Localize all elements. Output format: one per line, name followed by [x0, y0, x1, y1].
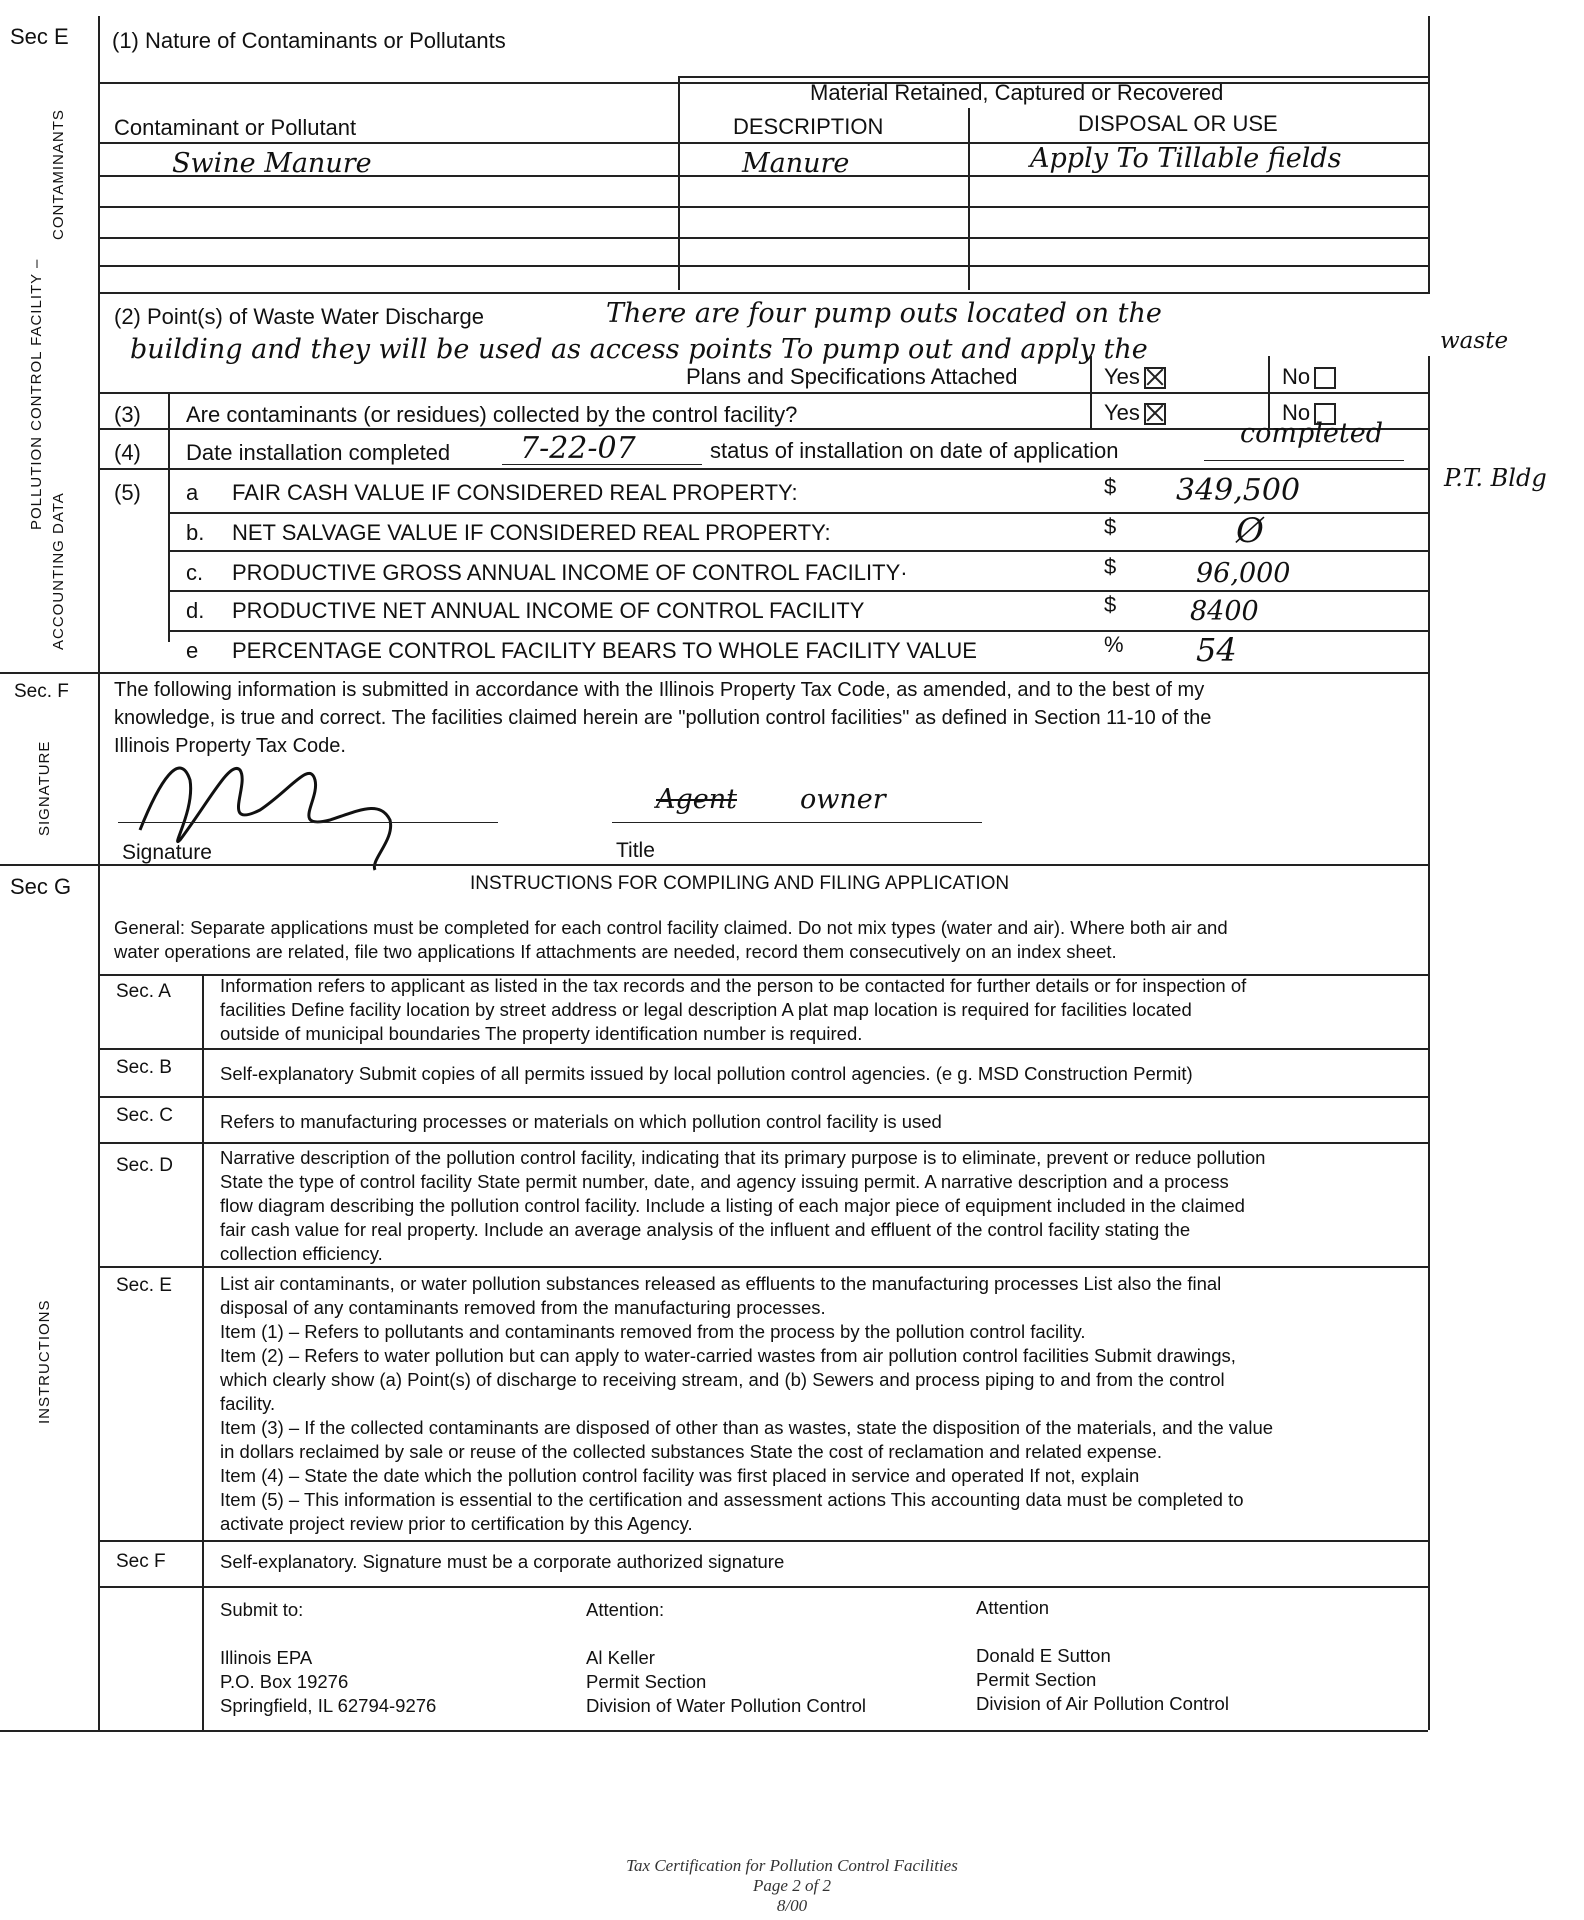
signature-label: Signature: [122, 841, 212, 864]
item4-label: Date installation completed: [186, 440, 451, 465]
collected-no-label: No: [1282, 400, 1311, 425]
sec-f-label: Sec. F: [14, 681, 69, 702]
row-line: facilities Define facility location by street address or legal description A plat map location is required for facilities located: [220, 999, 1192, 1020]
collected-yes-label: Yes: [1104, 400, 1140, 425]
row-line: collection efficiency.: [220, 1243, 383, 1264]
row1-contaminant: Swine Manure: [172, 148, 372, 179]
material-header: Material Retained, Captured or Recovered: [810, 80, 1224, 105]
item3-label: Are contaminants (or residues) collected by the control facility?: [186, 402, 798, 427]
statement-line: The following information is submitted in accordance with the Illinois Property Tax Code, as amended, and to the best of my: [114, 679, 1205, 701]
col-description: DESCRIPTION: [733, 114, 884, 139]
row-line: in dollars reclaimed by sale or reuse of the collected substances State the cost of reclamation and related expense.: [220, 1441, 1162, 1462]
item4-status-label: status of installation on date of application: [710, 438, 1119, 463]
accounting-row: [0, 473, 1428, 516]
row-line: Item (4) – State the date which the pollution control facility was first placed in service and operated If not, explain: [220, 1465, 1140, 1486]
accounting-value: 54: [1196, 631, 1237, 669]
row-line: disposal of any contaminants removed from the manufacturing processes.: [220, 1297, 826, 1318]
submit-line: Division of Water Pollution Control: [586, 1695, 867, 1716]
accounting-row: [0, 631, 1428, 674]
col-disposal: DISPOSAL OR USE: [1078, 111, 1278, 136]
side-label-facility: POLLUTION CONTROL FACILITY –: [28, 258, 45, 530]
general-line: General: Separate applications must be completed for each control facility claimed. Do not mix types (water and air). Where both air and: [114, 917, 1228, 938]
row1-description: Manure: [742, 148, 850, 179]
accounting-unit: $: [1104, 474, 1117, 499]
accounting-unit: $: [1104, 554, 1117, 579]
plans-label: Plans and Specifications Attached: [686, 364, 1018, 389]
row-line: Refers to manufacturing processes or materials on which pollution control facility is used: [220, 1111, 942, 1132]
row-line: activate project review prior to certification by this Agency.: [220, 1513, 693, 1534]
accounting-unit: %: [1104, 632, 1124, 657]
submit-line: Attention:: [586, 1599, 665, 1620]
plans-no-checkbox[interactable]: [1282, 364, 1336, 390]
submit-line: Permit Section: [976, 1669, 1097, 1690]
margin-note: P.T. Bldg: [1444, 464, 1547, 492]
plans-yes-checkbox[interactable]: [1104, 364, 1166, 390]
row-line: Self-explanatory Submit copies of all permits issued by local pollution control agencies. (e g. MSD Construction Permit): [220, 1063, 1193, 1084]
sec-g-label: Sec G: [10, 874, 72, 899]
row-line: Self-explanatory. Signature must be a corporate authorized signature: [220, 1551, 785, 1572]
attention-air-block: [976, 1596, 1229, 1716]
accounting-letter: e: [186, 638, 199, 663]
sec-e-side-label-2: CONTAMINANTS: [50, 109, 67, 240]
row-line: which clearly show (a) Point(s) of discharge to receiving stream, and (b) Sewers and process piping to and from the control: [220, 1369, 1225, 1390]
accounting-label: FAIR CASH VALUE IF CONSIDERED REAL PROPERTY:: [232, 480, 798, 505]
row-line: Narrative description of the pollution control facility, indicating that its primary purpose is to eliminate, prevent or reduce pollution: [220, 1147, 1266, 1168]
row-line: Item (2) – Refers to water pollution but can apply to water-carried wastes from air pollution control facilities Submit drawings,: [220, 1345, 1236, 1366]
accounting-row: [0, 594, 1428, 634]
sec-e-side-label-3: ACCOUNTING DATA: [50, 492, 67, 650]
sec-f-side-label: SIGNATURE: [36, 740, 53, 836]
submit-line: Springfield, IL 62794-9276: [220, 1695, 437, 1716]
plans-yes-label: Yes: [1104, 364, 1140, 389]
title-value: owner: [800, 784, 886, 815]
sec-e-label: Sec E: [10, 24, 69, 49]
row-text: [220, 1146, 1265, 1266]
sec-g-general: [114, 916, 1228, 964]
accounting-letter: d.: [186, 598, 205, 623]
submit-line: Submit to:: [220, 1599, 304, 1620]
submit-line: Permit Section: [586, 1671, 707, 1692]
row-line: Item (1) – Refers to pollutants and contaminants removed from the process by the pollution control facility.: [220, 1321, 1086, 1342]
accounting-label: PRODUCTIVE NET ANNUAL INCOME OF CONTROL FACILITY: [232, 598, 865, 623]
statement-line: knowledge, is true and correct. The facilities claimed herein are "pollution control facilities" as defined in Section 11-10 of the: [114, 707, 1212, 729]
row-sec-label: Sec. D: [116, 1155, 174, 1176]
accounting-value: Ø: [1236, 511, 1264, 551]
col-contaminant: Contaminant or Pollutant: [114, 115, 357, 140]
row-line: List air contaminants, or water pollution substances released as effluents to the manufacturing processes List also the final: [220, 1273, 1222, 1294]
accounting-unit: $: [1104, 592, 1117, 617]
accounting-value: 349,500: [1176, 473, 1301, 508]
collected-yes-checkbox[interactable]: [1104, 400, 1166, 426]
submit-line: Attention: [976, 1597, 1050, 1618]
row-sec-label: Sec. A: [116, 981, 171, 1002]
row-line: outside of municipal boundaries The property identification number is required.: [220, 1023, 863, 1044]
row-line: State the type of control facility State permit number, date, and agency issuing permit. A narrative description and a process: [220, 1171, 1229, 1192]
accounting-letter: b.: [186, 520, 205, 545]
plans-no-label: No: [1282, 364, 1311, 389]
item4-num: (4): [114, 440, 141, 465]
row-line: flow diagram describing the pollution control facility. Include a listing of each major piece of equipment included in the claimed: [220, 1195, 1245, 1216]
submit-line: Illinois EPA: [220, 1647, 313, 1668]
item2-answer-line2: building and they will be used as access points To pump out and apply the: [130, 334, 1148, 365]
footer-page: Page 2 of 2: [753, 1876, 831, 1895]
row-text: [220, 1272, 1273, 1536]
row-sec-label: Sec. C: [116, 1105, 174, 1126]
sec-g-side-label: INSTRUCTIONS: [36, 1299, 53, 1424]
row1-disposal: Apply To Tillable fields: [1030, 143, 1342, 174]
item1-label: (1) Nature of Contaminants or Pollutants: [112, 28, 506, 53]
title-struck: Agent: [656, 784, 737, 815]
submit-line: Al Keller: [586, 1647, 655, 1668]
submit-line: Division of Air Pollution Control: [976, 1693, 1229, 1714]
row-line: fair cash value for real property. Include an average analysis of the influent and effluent of the control facility stating the: [220, 1219, 1191, 1240]
item2-answer-line1: There are four pump outs located on the: [606, 298, 1162, 329]
accounting-value: 96,000: [1196, 558, 1291, 589]
general-line: water operations are related, file two applications If attachments are needed, record them consecutively on an index sheet.: [114, 941, 1117, 962]
accounting-label: PERCENTAGE CONTROL FACILITY BEARS TO WHOLE FACILITY VALUE: [232, 638, 977, 663]
footer-date: 8/00: [776, 1896, 808, 1915]
row-sec-label: Sec F: [116, 1551, 166, 1572]
statement-line: Illinois Property Tax Code.: [114, 735, 346, 757]
item2-answer-margin: waste: [1440, 328, 1509, 354]
row-text: [220, 1062, 1193, 1086]
row-sec-label: Sec. E: [116, 1275, 172, 1296]
accounting-letter: a: [186, 480, 199, 505]
item3-num: (3): [114, 402, 141, 427]
accounting-letter: c.: [186, 560, 204, 585]
row-text: [220, 1550, 784, 1574]
sec-g-heading: INSTRUCTIONS FOR COMPILING AND FILING APPLICATION: [470, 873, 1010, 894]
row-line: facility.: [220, 1393, 276, 1414]
submit-line: P.O. Box 19276: [220, 1671, 349, 1692]
accounting-label: NET SALVAGE VALUE IF CONSIDERED REAL PROPERTY:: [232, 520, 831, 545]
row-text: [220, 1110, 942, 1134]
title-label: Title: [616, 839, 655, 862]
attention-water-block: [586, 1598, 866, 1718]
item5-num: (5): [114, 480, 141, 505]
page-footer: [0, 1856, 1584, 1916]
submit-to-block: [220, 1598, 436, 1718]
item4-date: 7-22-07: [520, 431, 636, 466]
accounting-value: 8400: [1190, 596, 1259, 627]
row-line: Item (5) – This information is essential to the certification and assessment actions This accounting data must be completed to: [220, 1489, 1244, 1510]
item2-label: (2) Point(s) of Waste Water Discharge: [114, 304, 485, 329]
row-line: Item (3) – If the collected contaminants are disposed of other than as wastes, state the disposition of the materials, and the value: [220, 1417, 1274, 1438]
row-text: [220, 974, 1246, 1046]
accounting-label: PRODUCTIVE GROSS ANNUAL INCOME OF CONTROL FACILITY·: [232, 560, 908, 585]
row-line: Information refers to applicant as listed in the tax records and the person to be contacted for further details or for inspection of: [220, 975, 1247, 996]
submit-line: Donald E Sutton: [976, 1645, 1111, 1666]
item4-status: completed: [1240, 418, 1383, 449]
accounting-unit: $: [1104, 514, 1117, 539]
row-sec-label: Sec. B: [116, 1057, 172, 1078]
footer-title: Tax Certification for Pollution Control Facilities: [626, 1856, 958, 1875]
